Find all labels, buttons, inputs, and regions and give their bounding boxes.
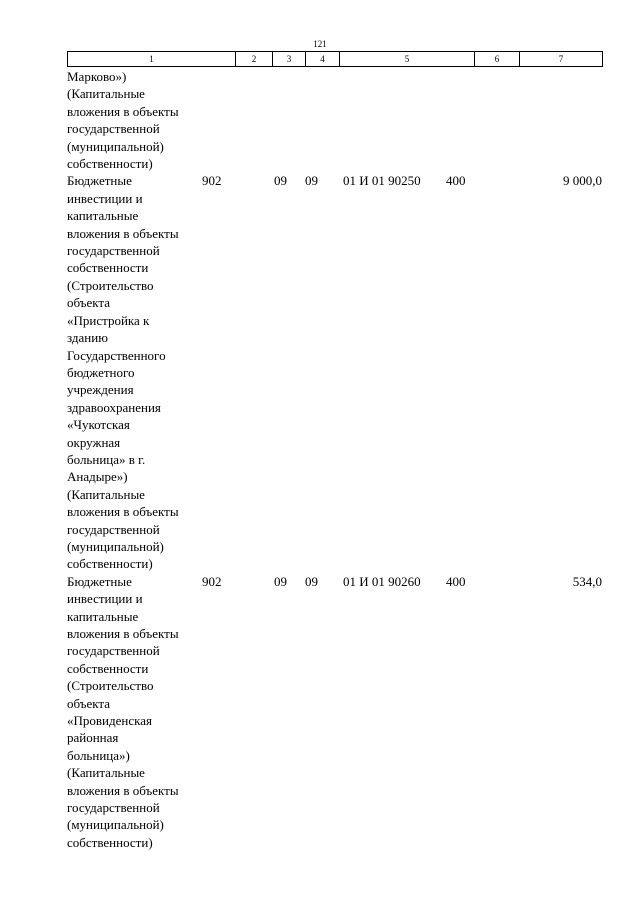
row-name: Бюджетные инвестиции и капитальные вложения в объекты государственной собственности (Строительство объекта «Пристройка к зданию Государственного бюджетного учреждения здравоохранения «Чукотская окружная больница» в г. Анадыре») (Капитальные вложения в объекты государственной (муниципальной) собственности): [67, 173, 179, 572]
header-row: [68, 52, 603, 67]
column-number-header: [67, 51, 603, 67]
row-expense-type: 400: [446, 173, 466, 189]
row-section-code: 09: [274, 173, 287, 189]
header-col-4: 4: [306, 52, 340, 67]
row-name: Бюджетные инвестиции и капитальные вложения в объекты государственной собственности (Строительство объекта «Провиденская районная больница») (Капитальные вложения в объекты государственной (муниципальной) собственности): [67, 573, 179, 850]
header-col-1: 1: [68, 52, 236, 67]
header-col-5: 5: [340, 52, 475, 67]
table-row: [67, 68, 602, 172]
page-number: 121: [313, 39, 327, 49]
table-row: [67, 172, 602, 572]
row-amount: 9 000,0: [563, 173, 602, 189]
row-ministry-code: 902: [202, 573, 222, 589]
header-col-2: 2: [236, 52, 273, 67]
row-target-article: 01 И 01 90260: [343, 573, 421, 589]
row-subsection-code: 09: [305, 173, 318, 189]
row-subsection-code: 09: [305, 573, 318, 589]
row-amount: 534,0: [572, 573, 602, 589]
budget-table-body: [67, 68, 602, 851]
row-section-code: 09: [274, 573, 287, 589]
row-expense-type: 400: [446, 573, 466, 589]
row-name: Марково») (Капитальные вложения в объекты государственной (муниципальной) собственности): [67, 69, 179, 172]
header-col-7: 7: [520, 52, 603, 67]
row-target-article: 01 И 01 90250: [343, 173, 421, 189]
row-ministry-code: 902: [202, 173, 222, 189]
header-col-3: 3: [273, 52, 306, 67]
header-col-6: 6: [475, 52, 520, 67]
table-row: [67, 573, 602, 852]
